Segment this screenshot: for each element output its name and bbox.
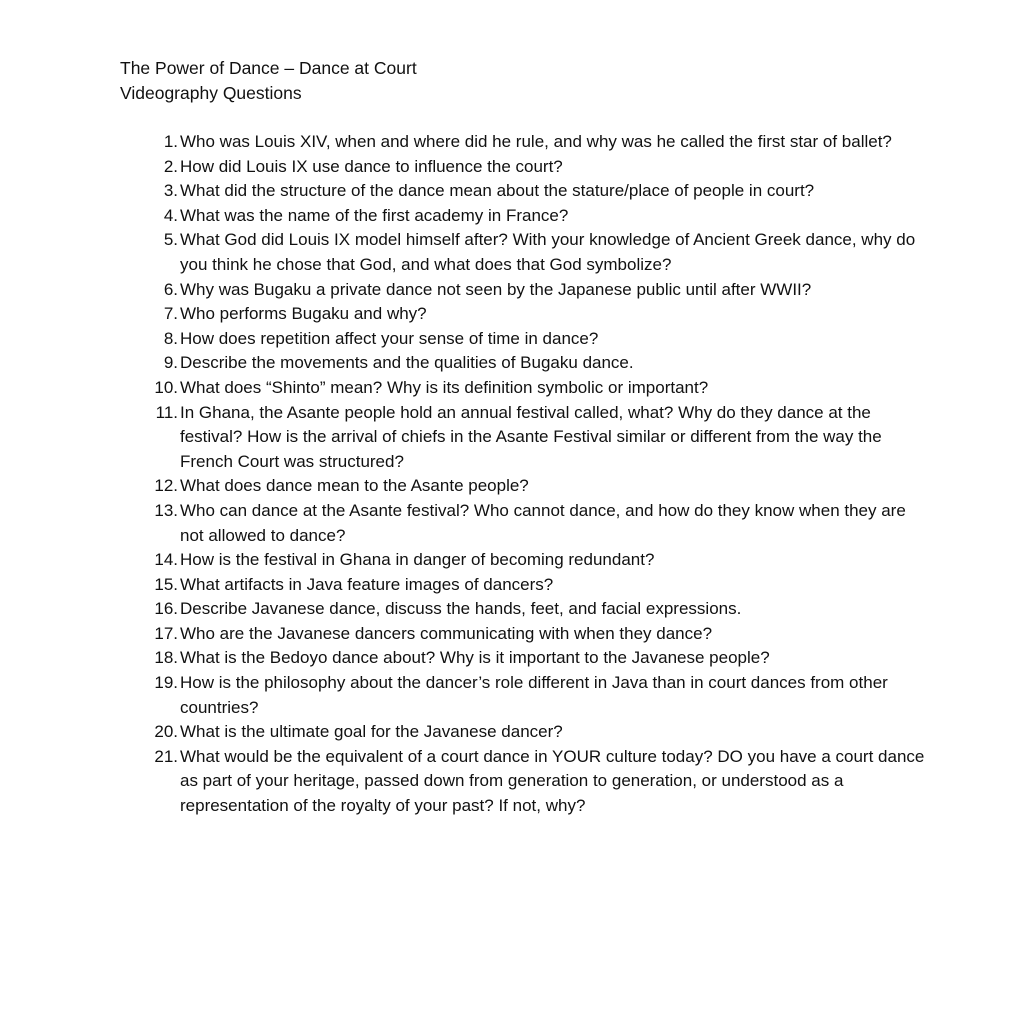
question-item — [148, 597, 928, 622]
question-text: In Ghana, the Asante people hold an annual festival called, what? Why do they dance at the festival? How is the arrival of chiefs in the Asante Festival similar or different from the way the French Court was structured? — [180, 402, 882, 471]
question-text: How is the festival in Ghana in danger of becoming redundant? — [180, 550, 655, 570]
question-number: 3. — [163, 181, 178, 201]
question-item — [148, 573, 928, 598]
question-item — [148, 376, 928, 401]
question-item — [148, 179, 928, 204]
question-item — [148, 130, 928, 155]
question-text: What was the name of the first academy in France? — [180, 205, 569, 225]
question-text: How is the philosophy about the dancer’s role different in Java than in court dances from other countries? — [180, 673, 888, 717]
question-item — [148, 155, 928, 180]
question-text: How did Louis IX use dance to influence the court? — [180, 156, 563, 176]
question-number: 11. — [155, 402, 178, 422]
question-item — [148, 671, 928, 720]
question-item — [148, 204, 928, 229]
question-number: 21. — [154, 746, 178, 766]
question-text: Why was Bugaku a private dance not seen by the Japanese public until after WWII? — [180, 279, 812, 299]
question-item — [148, 351, 928, 376]
question-item — [148, 327, 928, 352]
question-number: 8. — [163, 328, 178, 348]
question-number: 6. — [163, 279, 178, 299]
question-item — [148, 622, 928, 647]
question-number: 9. — [163, 353, 178, 373]
question-item — [148, 548, 928, 573]
document-subtitle: Videography Questions — [120, 83, 302, 103]
question-number: 20. — [154, 722, 178, 742]
question-text: Describe the movements and the qualities of Bugaku dance. — [180, 353, 634, 373]
question-number: 15. — [154, 574, 178, 594]
question-text: What does “Shinto” mean? Why is its definition symbolic or important? — [180, 377, 709, 397]
question-item — [148, 646, 928, 671]
question-item — [148, 720, 928, 745]
question-number: 4. — [163, 205, 178, 225]
question-number: 18. — [154, 648, 178, 668]
document-title: The Power of Dance – Dance at Court — [120, 58, 417, 78]
question-text: How does repetition affect your sense of time in dance? — [180, 328, 599, 348]
question-item — [148, 474, 928, 499]
question-text: What did the structure of the dance mean about the stature/place of people in court? — [180, 181, 815, 201]
question-item — [148, 278, 928, 303]
question-text: Who can dance at the Asante festival? Who cannot dance, and how do they know when they are not allowed to dance? — [180, 500, 906, 545]
question-text: What God did Louis IX model himself after? With your knowledge of Ancient Greek dance, why do you think he chose that God, and what does that God symbolize? — [180, 230, 916, 274]
question-number: 1. — [163, 132, 178, 151]
question-item — [148, 745, 928, 819]
question-text: What would be the equivalent of a court dance in YOUR culture today? DO you have a court dance as part of your heritage, passed down from generation to generation, or understood as a representation of the royalty of your past? If not, why? — [180, 746, 925, 816]
question-text: What artifacts in Java feature images of dancers? — [180, 574, 554, 594]
question-item — [148, 401, 928, 475]
question-number: 5. — [163, 230, 178, 250]
question-number: 16. — [154, 599, 178, 619]
question-number: 7. — [163, 304, 178, 324]
question-text: Describe Javanese dance, discuss the hands, feet, and facial expressions. — [180, 599, 742, 619]
question-number: 14. — [154, 550, 178, 570]
question-item — [148, 302, 928, 327]
document-header — [120, 56, 417, 106]
question-item — [148, 228, 928, 277]
question-list — [148, 130, 928, 819]
question-number: 19. — [154, 673, 178, 693]
question-number: 2. — [163, 156, 178, 176]
question-text: Who performs Bugaku and why? — [180, 304, 427, 324]
question-number: 17. — [154, 623, 178, 643]
question-text: Who are the Javanese dancers communicating with when they dance? — [180, 623, 713, 643]
question-text: What does dance mean to the Asante people? — [180, 476, 529, 496]
question-text: What is the ultimate goal for the Javanese dancer? — [180, 722, 563, 742]
question-text: What is the Bedoyo dance about? Why is it important to the Javanese people? — [180, 648, 770, 668]
question-number: 10. — [154, 377, 178, 397]
question-text: Who was Louis XIV, when and where did he rule, and why was he called the first star of ballet? — [180, 132, 892, 151]
question-item — [148, 499, 928, 548]
question-number: 13. — [154, 500, 178, 520]
question-number: 12. — [154, 476, 178, 496]
